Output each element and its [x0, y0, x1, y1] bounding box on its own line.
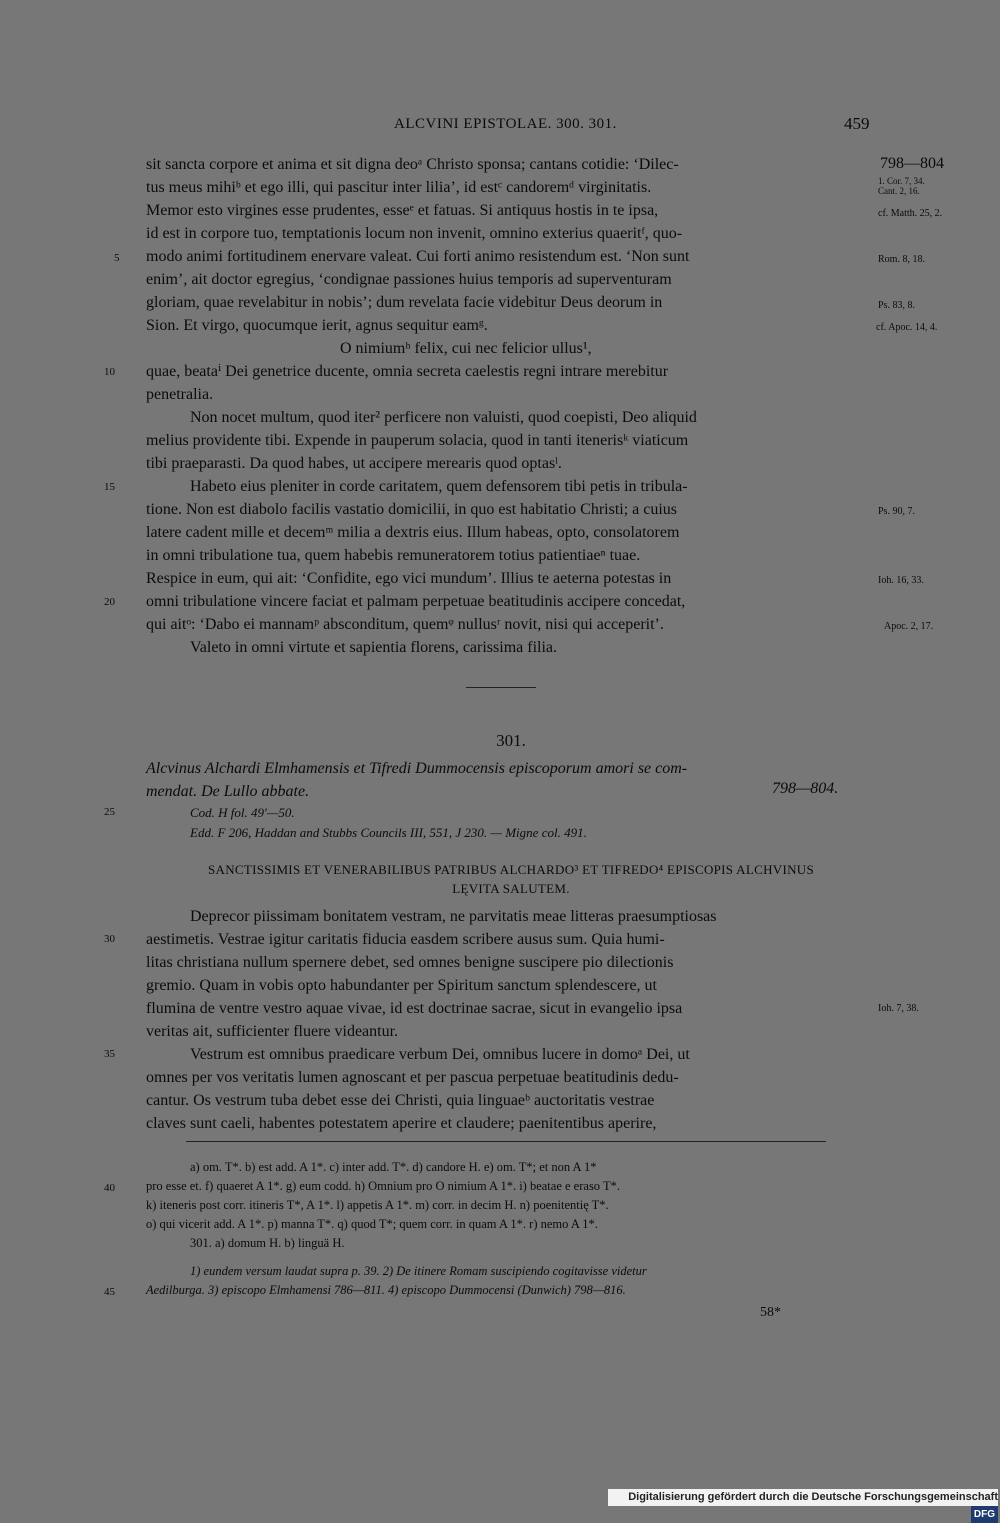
text-line: in omni tribulatione tua, quem habebis remuneratorem totius patientiaeⁿ tuae. [146, 547, 641, 564]
note-line: Aedilburga. 3) episcopo Elmhamensi 786—811. 4) episcopo Dummocensi (Dunwich) 798—816. [146, 1283, 626, 1297]
text-line: claves sunt caeli, habentes potestatem aperire et claudere; paenitentibus aperire, [146, 1115, 657, 1132]
line-number: 5 [114, 252, 120, 264]
salutation: LĘVITA SALUTEM. [452, 881, 570, 896]
text-line: enim’, ait doctor egregius, ‘condignae passiones huius temporis ad superventuram [146, 271, 672, 288]
text-line: omni tribulatione vincere faciat et palmam perpetuae beatitudinis accipere concedat, [146, 593, 686, 610]
margin-ref: Rom. 8, 18. [878, 254, 925, 265]
line-number: 35 [104, 1048, 115, 1060]
text-line: Non nocet multum, quod iter² perficere non valuisti, quod coepisti, Deo aliquid [190, 409, 697, 426]
margin-ref: Cant. 2, 16. [878, 186, 920, 196]
dfg-logo: DFG [971, 1506, 998, 1523]
text-line: Vestrum est omnibus praedicare verbum Dei, omnibus lucere in domoᵃ Dei, ut [190, 1046, 690, 1063]
letter-date: 798—804. [772, 780, 839, 797]
text-line: latere cadent mille et decemᵐ milia a dextris eius. Illum habeas, opto, consolatorem [146, 524, 680, 541]
letter-number: 301. [496, 731, 526, 750]
line-number: 45 [104, 1286, 115, 1298]
margin-ref: cf. Matth. 25, 2. [878, 208, 943, 219]
salutation: SANCTISSIMIS ET VENERABILIBUS PATRIBUS ALCHARDO³ ET TIFREDO⁴ EPISCOPIS ALCHVINUS [208, 862, 814, 877]
margin-date: 798—804 [880, 155, 944, 172]
margin-ref: Ps. 83, 8. [878, 300, 915, 311]
text-line: modo animi fortitudinem enervare valeat. Cui forti animo resistendum est. ‘Non sunt [146, 248, 690, 265]
footnote-rule [186, 1141, 826, 1142]
text-line: quae, beataⁱ Dei genetrice ducente, omnia secreta caelestis regni intrare merebitur [146, 363, 669, 380]
text-line: sit sancta corpore et anima et sit digna deoᵃ Christo sponsa; cantans cotidie: ‘Dilec- [146, 156, 679, 173]
footnote-line: k) iteneris post corr. itineris T*, A 1*. l) appetis A 1*. m) corr. in decim H. n) poenitentię T*. [146, 1198, 609, 1212]
text-line: gloriam, quae revelabitur in nobis’; dum revelata facie videbitur Deus deorum in [146, 294, 663, 311]
margin-ref: Apoc. 2, 17. [884, 621, 934, 632]
text-line: cantur. Os vestrum tuba debet esse dei Christi, quia linguaeᵇ auctoritatis vestrae [146, 1092, 655, 1109]
letter-summary: mendat. De Lullo abbate. [146, 783, 310, 800]
text-line: Valeto in omni virtute et sapientia florens, carissima filia. [190, 639, 558, 656]
line-number: 10 [104, 366, 115, 378]
editions-ref: Edd. F 206, Haddan and Stubbs Councils III, 551, J 230. — Migne col. 491. [190, 825, 587, 840]
text-line: Habeto eius pleniter in corde caritatem, quem defensorem tibi petis in tribula- [190, 478, 688, 495]
text-line: Respice in eum, qui ait: ‘Confidite, ego vici mundum’. Illius te aeterna potestas in [146, 570, 672, 587]
footer-text: Digitalisierung gefördert durch die Deutsche Forschungsgemeinschaft [628, 1491, 998, 1503]
line-number: 20 [104, 596, 115, 608]
codex-ref: Cod. H fol. 49′—50. [190, 805, 295, 820]
margin-ref: cf. Apoc. 14, 4. [876, 322, 938, 333]
line-number: 15 [104, 481, 115, 493]
text-line: Deprecor piissimam bonitatem vestram, ne parvitatis meae litteras praesumptiosas [190, 908, 717, 925]
text-line: tione. Non est diabolo facilis vastatio domicilii, in quo est habitatio Christi; a cuius [146, 501, 678, 518]
text-line: Sion. Et virgo, quocumque ierit, agnus sequitur eamᵍ. [146, 317, 488, 334]
text-line: penetralia. [146, 386, 214, 403]
signature-mark: 58* [760, 1305, 781, 1320]
page-number: 459 [844, 114, 870, 133]
footnote-line: pro esse et. f) quaeret A 1*. g) eum codd. h) Omnium pro O nimium A 1*. i) beatae e eraso T*. [146, 1179, 620, 1193]
line-number: 30 [104, 933, 115, 945]
footnote-line: 301. a) domum H. b) linguä H. [190, 1236, 345, 1250]
text-line: tibi praeparasti. Da quod habes, ut accipere merearis quod optasˡ. [146, 455, 562, 472]
text-line: qui aitᵒ: ‘Dabo ei mannamᵖ absconditum, quemᵠ nullusʳ novit, nisi qui acceperit’. [146, 616, 664, 633]
text-line: veritas ait, sufficienter fluere videantur. [146, 1023, 399, 1040]
verse-line: O nimiumʰ felix, cui nec felicior ullus¹, [340, 340, 592, 357]
text-line: melius providente tibi. Expende in pauperum solacia, quod in tanti itenerisᵏ viaticum [146, 432, 689, 449]
footer-banner [608, 1489, 998, 1520]
margin-ref: Ioh. 16, 33. [878, 575, 924, 586]
running-title: ALCVINI EPISTOLAE. 300. 301. [394, 116, 617, 132]
note-line: 1) eundem versum laudat supra p. 39. 2) De itinere Romam suscipiendo cogitavisse videtur [190, 1264, 647, 1278]
text-line: aestimetis. Vestrae igitur caritatis fiducia easdem scribere ausus sum. Quia humi- [146, 931, 665, 948]
text-line: omnes per vos veritatis lumen agnoscant et per pascua perpetuae beatitudinis dedu- [146, 1069, 679, 1086]
line-number: 40 [104, 1182, 115, 1194]
margin-ref: Ioh. 7, 38. [878, 1003, 919, 1014]
footnote-line: a) om. T*. b) est add. A 1*. c) inter add. T*. d) candore H. e) om. T*; et non A 1* [190, 1160, 597, 1174]
text-line: gremio. Quam in vobis opto habundanter per Spiritum sanctum splendescere, ut [146, 977, 657, 994]
text-line: Memor esto virgines esse prudentes, esseᵉ et fatuas. Si antiquus hostis in te ipsa, [146, 202, 659, 219]
margin-ref: 1. Cor. 7, 34. [878, 176, 925, 186]
text-line: tus meus mihiᵇ et ego illi, qui pascitur inter lilia’, id estᶜ candoremᵈ virginitatis. [146, 179, 652, 196]
text-line: litas christiana nullum spernere debet, sed omnes benigne suscipere pio dilectionis [146, 954, 674, 971]
footnote-line: o) qui vicerit add. A 1*. p) manna T*. q) quod T*; quem corr. in quam A 1*. r) nemo A 1*. [146, 1217, 598, 1231]
margin-ref: Ps. 90, 7. [878, 506, 915, 517]
letter-summary: Alcvinus Alchardi Elmhamensis et Tifredi Dummocensis episcoporum amori se com- [146, 760, 688, 777]
section-divider [466, 687, 536, 688]
text-line: id est in corpore tuo, temptationis locum non invenit, omnino exterius quaeritᶠ, quo- [146, 225, 683, 242]
text-line: flumina de ventre vestro aquae vivae, id est doctrinae sacrae, sicut in evangelio ipsa [146, 1000, 683, 1017]
line-number: 25 [104, 806, 115, 818]
